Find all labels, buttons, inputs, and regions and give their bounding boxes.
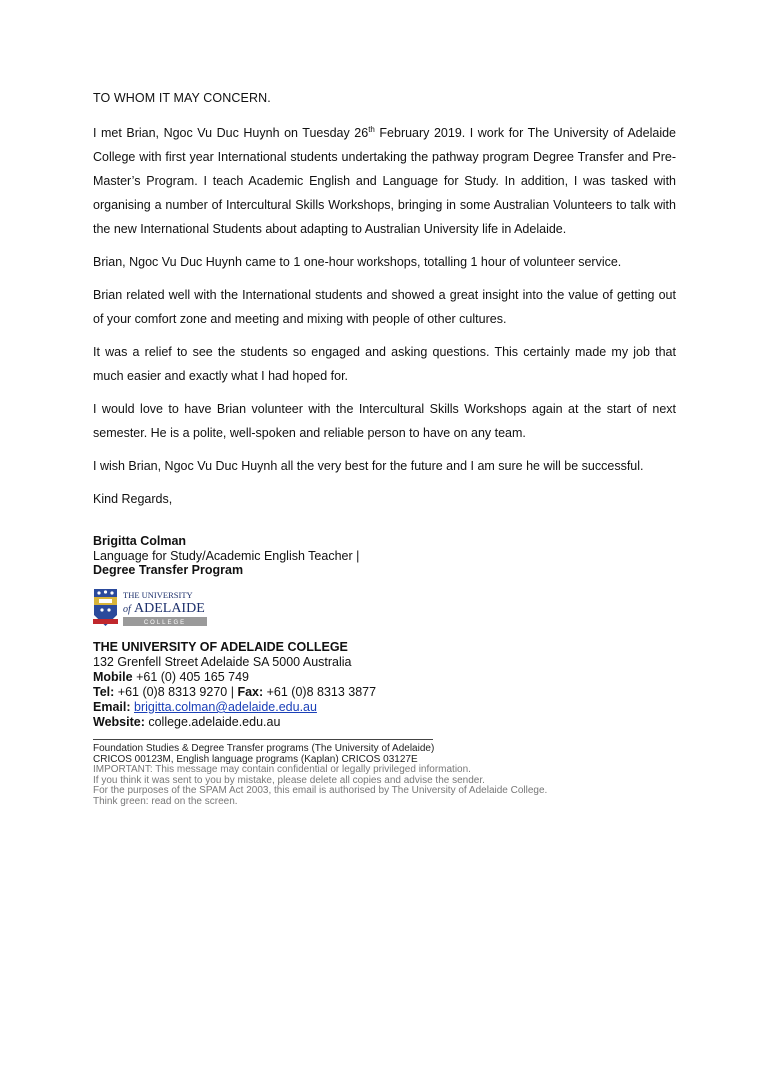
tel-fax-line: [93, 685, 376, 700]
footer-important: IMPORTANT: This message may contain confidential or legally privileged information.: [93, 764, 471, 775]
logo-shield-ribbon: [93, 619, 118, 624]
salutation: TO WHOM IT MAY CONCERN.: [93, 91, 271, 105]
mobile-value: +61 (0) 405 165 749: [132, 670, 250, 684]
footer-spam-act: For the purposes of the SPAM Act 2003, this email is authorised by The University of Adelaide College.: [93, 785, 548, 796]
footer-think-green: Think green: read on the screen.: [93, 795, 238, 807]
email-link[interactable]: brigitta.colman@adelaide.edu.au: [134, 700, 317, 714]
college-address: 132 Grenfell Street Adelaide SA 5000 Australia: [93, 655, 352, 669]
signature-block: [93, 534, 359, 578]
logo-text-adelaide: ADELAIDE: [134, 601, 205, 616]
mobile-label: Mobile: [93, 670, 133, 684]
closing: Kind Regards,: [93, 492, 173, 506]
footer-cricos: CRICOS 00123M, English language programs (Kaplan) CRICOS 03127E: [93, 753, 418, 765]
logo-text-college: COLLEGE: [143, 620, 187, 626]
email-line: [93, 700, 376, 715]
contact-block: [93, 640, 376, 730]
logo-shield-star-2: [104, 590, 107, 593]
logo-text-of: of: [123, 604, 131, 615]
signatory-name: Brigitta Colman: [93, 534, 187, 548]
paragraph-recommendation: I would love to have Brian volunteer with the Intercultural Skills Workshops again at the start of next semester. He is a polite, well-spoken and reliable person to have on any team.: [93, 402, 676, 440]
footer-programs: Foundation Studies & Degree Transfer programs (The University of Adelaide): [93, 743, 435, 754]
university-logo: [93, 588, 209, 628]
signatory-department: Degree Transfer Program: [93, 563, 244, 577]
tel-label: Tel:: [93, 685, 115, 699]
paragraph-intro: [93, 121, 676, 241]
college-name: THE UNIVERSITY OF ADELAIDE COLLEGE: [93, 640, 348, 654]
fax-value: +61 (0)8 8313 3877: [263, 685, 377, 699]
website-line: [93, 715, 376, 730]
logo-shield-star-5: [107, 608, 110, 611]
logo-text-university: THE UNIVERSITY: [123, 590, 193, 600]
email-footer: [93, 744, 547, 807]
fax-label: Fax:: [237, 685, 264, 699]
logo-shield-star-4: [100, 608, 103, 611]
paragraph-insight: Brian related well with the International students and showed a great insight into the value of getting out of your comfort zone and meeting and mixing with people of other cultures.: [93, 288, 676, 326]
paragraph-engagement: It was a relief to see the students so engaged and asking questions. This certainly made my job that much easier and exactly what I had hoped for.: [93, 345, 676, 383]
signatory-role: Language for Study/Academic English Teacher |: [93, 548, 360, 563]
date-ordinal-suffix: th: [368, 125, 375, 134]
logo-shield-star-1: [97, 591, 100, 594]
tel-value: +61 (0)8 8313 9270 |: [114, 685, 238, 699]
email-label: Email:: [93, 700, 131, 714]
paragraph-wishes: I wish Brian, Ngoc Vu Duc Huynh all the very best for the future and I am sure he will be successful.: [93, 459, 644, 473]
logo-shield-book: [99, 599, 112, 603]
paragraph-attendance: Brian, Ngoc Vu Duc Huynh came to 1 one-hour workshops, totalling 1 hour of volunteer service.: [93, 255, 622, 269]
logo-shield-star-3: [110, 591, 113, 594]
footer-mistake: If you think it was sent to you by mistake, please delete all copies and advise the sender.: [93, 774, 485, 786]
paragraph-intro-start: I met Brian, Ngoc Vu Duc Huynh on Tuesday 26: [93, 126, 369, 140]
website-value: college.adelaide.edu.au: [144, 715, 281, 729]
mobile-line: [93, 670, 376, 685]
letter-body: [93, 121, 676, 520]
footer-divider: [93, 739, 433, 740]
paragraph-intro-rest: February 2019. I work for The University of Adelaide College with first year International students undertaking the pathway program Degree Transfer and Pre-Master’s Program. I teach Academic English and Language for Study. In addition, I was tasked with organising a number of Intercultural Skills Workshops, bringing in some Australian Volunteers to talk with the new International Students about adapting to Australian University life in Adelaide.: [93, 126, 676, 236]
website-label: Website:: [93, 715, 145, 729]
